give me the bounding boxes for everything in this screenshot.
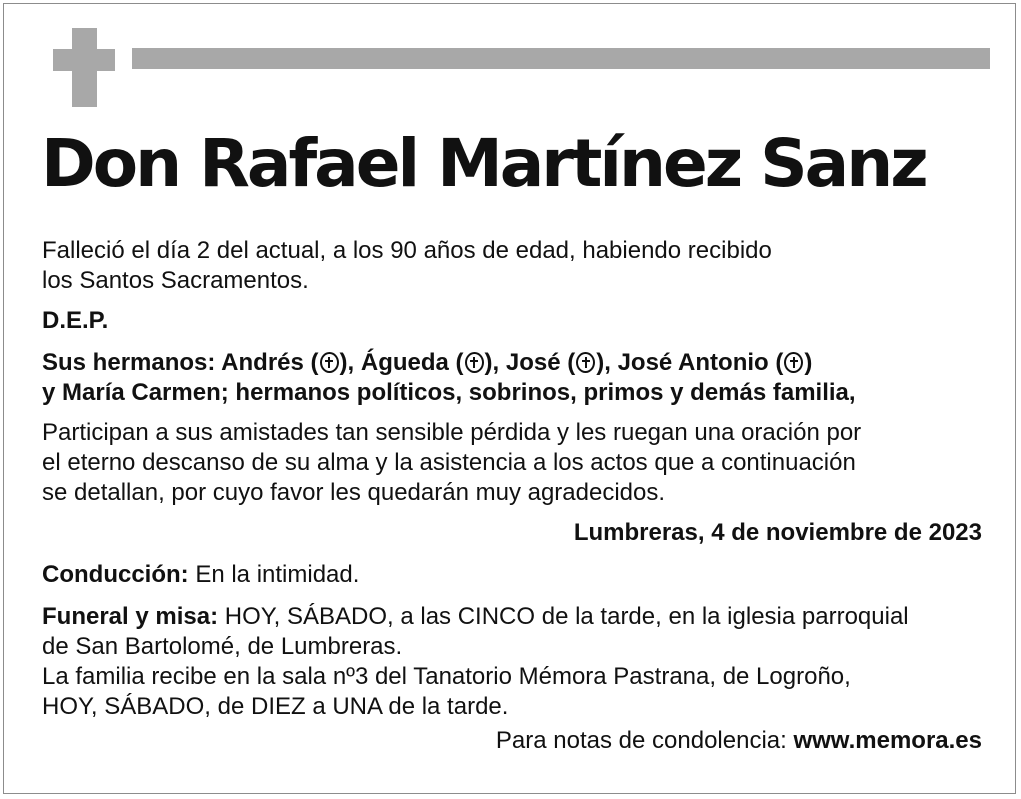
- circled-cross-icon: [576, 352, 595, 373]
- sibling-name: José: [505, 349, 561, 376]
- siblings-label: Sus hermanos:: [42, 349, 216, 376]
- sibling-name: Águeda: [360, 349, 449, 376]
- obituary-body: [42, 236, 982, 756]
- funeral-line-2: de San Bartolomé, de Lumbreras.: [42, 633, 403, 660]
- funeral-paragraph: [42, 602, 982, 722]
- siblings-line-2: y María Carmen; hermanos políticos, sobrinos, primos y demás familia,: [42, 379, 856, 406]
- condolence-line: [42, 726, 982, 756]
- rest-in-peace: D.E.P.: [42, 307, 109, 334]
- wake-line-2: HOY, SÁBADO, de DIEZ a UNA de la tarde.: [42, 693, 509, 720]
- condolence-website-link[interactable]: www.memora.es: [793, 727, 982, 754]
- thanks-line-3: se detallan, por cuyo favor les quedarán muy agradecidos.: [42, 479, 666, 506]
- wake-line-1: La familia recibe en la sala nº3 del Tanatorio Mémora Pastrana, de Logroño,: [42, 663, 851, 690]
- death-line-2: los Santos Sacramentos.: [42, 267, 309, 294]
- thanks-paragraph: [42, 418, 982, 508]
- header-rule: [132, 48, 990, 69]
- latin-cross-icon: [53, 28, 115, 107]
- circled-cross-icon: [784, 352, 803, 373]
- thanks-line-1: Participan a sus amistades tan sensible pérdida y les ruegan una oración por: [42, 419, 862, 446]
- circled-cross-icon: [320, 352, 339, 373]
- condolence-text: Para notas de condolencia:: [495, 727, 787, 754]
- sibling-name: José Antonio: [617, 349, 769, 376]
- thanks-line-2: el eterno descanso de su alma y la asistencia a los actos que a continuación: [42, 449, 856, 476]
- dateline: Lumbreras, 4 de noviembre de 2023: [573, 519, 982, 546]
- circled-cross-icon: [465, 352, 484, 373]
- conduccion-paragraph: [42, 560, 982, 590]
- siblings-paragraph: Sus hermanos: Andrés ( ), Águeda ( ), José ( ), José Antonio ( ) y María Carmen; hermanos políticos, sobrinos, primos y demás familia,: [42, 349, 856, 406]
- sibling-name: Andrés: [221, 349, 304, 376]
- conduccion-label: Conducción:: [42, 561, 189, 588]
- funeral-label: Funeral y misa:: [42, 603, 219, 630]
- death-line-1: Falleció el día 2 del actual, a los 90 años de edad, habiendo recibido: [42, 237, 772, 264]
- death-announcement: [42, 236, 982, 296]
- conduccion-text: En la intimidad.: [195, 561, 360, 588]
- funeral-line-1: HOY, SÁBADO, a las CINCO de la tarde, en la iglesia parroquial: [224, 603, 909, 630]
- deceased-name: Don Rafael Martínez Sanz: [41, 125, 926, 202]
